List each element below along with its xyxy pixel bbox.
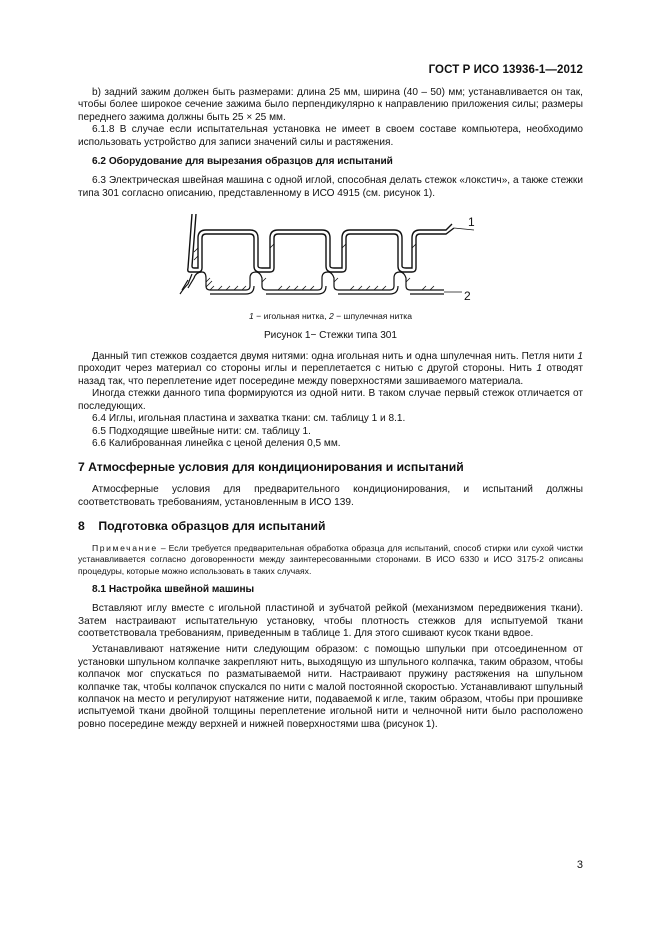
figure-legend: 1 − игольная нитка, 2 − шпулечная нитка [249,311,412,322]
page-number: 3 [576,859,583,871]
note-section-8: Примечание – Если требуется предварительная обработка образца для испытаний, способ стирки или сухой чистки устанавливается согласно договоренности между заинтересованными сторонами. В ИСО 6330 и ИСО 3175-2 описаны процедуры, которые можно использовать в таких случаях. [78,543,583,576]
paragraph-6-6: 6.6 Калиброванная линейка с ценой деления 0,5 мм. [92,437,341,449]
heading-8-1: 8.1 Настройка швейной машины [92,583,255,595]
paragraph-6-3: 6.3 Электрическая швейная машина с одной иглой, способная делать стежок «локстич», а также стежки типа 301 согласно описанию, представленному в ИСО 4915 (см. рисунок 1). [78,175,583,199]
heading-section-7: 7 Атмосферные условия для кондиционирования и испытаний [78,460,464,475]
paragraph-rear-clamp: b) задний зажим должен быть размерами: длина 25 мм, ширина (40 – 50) мм; устанавливается он так, чтобы более широкое сечение зажима было перпендикулярно к направлению приложения силы; размеры переднего зажима должны быть 25 × 25 мм. [78,87,583,123]
paragraph-6-4: 6.4 Иглы, игольная пластина и захватка ткани: см. таблицу 1 и 8.1. [92,413,406,425]
needle-thread-line-inner [192,214,452,268]
paragraph-6-1-8: 6.1.8 В случае если испытательная установка не имеет в своем составе компьютера, необходимо использовать устройство для записи значений силы и растяжения. [78,124,583,148]
figure-stitch-301 [78,208,583,304]
label-1: 1 [468,215,475,230]
paragraph-8-1-a: Вставляют иглу вместе с игольной пластиной и зубчатой рейкой (механизмом передвижения ткани). Затем настраивают испытательную установку, чтобы плотность стежков для испытуемой ткани соответствовала требованиям, приведенным в таблице 1. Для этого сшивают кусок ткани вдвое. [78,603,583,639]
page-content [78,87,583,731]
paragraph-stitch-first: Иногда стежки данного типа формируются из одной нити. В таком случае первый стежок отличается от последующих. [78,388,583,412]
bobbin-thread-line [180,272,444,294]
needle-thread-line [188,214,454,272]
standard-header: ГОСТ Р ИСО 13936-1—2012 [428,64,583,76]
lockstitch-diagram [178,208,478,304]
heading-section-8: 8 Подготовка образцов для испытаний [78,519,326,534]
paragraph-section-7: Атмосферные условия для предварительного кондиционирования, и испытаний должны соответствовать требованиям, установленным в ИСО 139. [78,484,583,508]
label-2: 2 [464,289,471,304]
paragraph-8-1-b: Устанавливают натяжение нити следующим образом: с помощью шпульки при отсоединенном от установки шпульном колпачке закрепляют нить, выходящую из шпульного колпачка, таким образом, чтобы колпачок мог спускаться по разматываемой нити. Настраивают пружину растяжения на шпульном колпачке так, чтобы колпачок спускался по нити с малой постоянной скоростью. Устанавливают шпульный колпачок на место и регулируют натяжение нити, подаваемой к игле, таким образом, чтобы при прошивке испытуемой ткани двойной толщины переплетение игольной нити и челночной нити было расположено ровно посередине между верхней и нижней поверхностями шва (рисунок 1). [78,644,583,730]
heading-6-2: 6.2 Оборудование для вырезания образцов для испытаний [92,156,393,168]
figure-caption: Рисунок 1− Стежки типа 301 [263,329,398,341]
paragraph-stitch-description: Данный тип стежков создается двумя нитями: одна игольная нить и одна шпулечная нить. Петля нити 1 проходит через материал со стороны иглы и переплетается с нитью с другой стороны. Нить 1 отводят назад так, что переплетение идет посередине между поверхностями зашиваемого материала. [78,351,583,387]
paragraph-6-5: 6.5 Подходящие швейные нити: см. таблицу 1. [92,425,311,437]
